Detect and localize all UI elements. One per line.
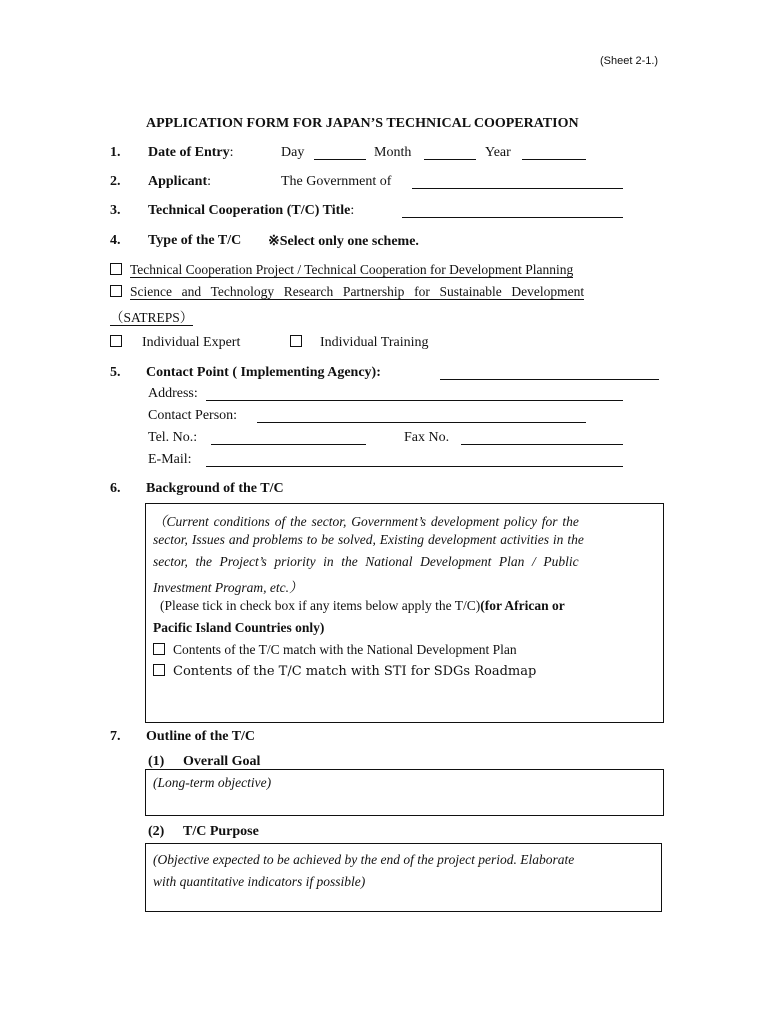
tc-purpose-number: (2)	[148, 824, 165, 839]
tc-purpose-instruction-2: with quantitative indicators if possible)	[153, 874, 366, 889]
checkbox-icon[interactable]	[110, 263, 122, 275]
contact-point-label: Contact Point ( Implementing Agency):	[146, 365, 381, 380]
background-instruction-2: sector, Issues and problems to be solved, Existing development activities in the	[153, 532, 584, 547]
background-instruction-1: （Current conditions of the sector, Government’s development policy for the	[153, 514, 579, 529]
overall-goal-label: Overall Goal	[183, 754, 261, 769]
day-label: Day	[281, 145, 305, 160]
email-label: E-Mail:	[148, 452, 192, 467]
tc-title-label: Technical Cooperation (T/C) Title:	[148, 203, 355, 218]
overall-goal-instruction: (Long-term objective)	[153, 775, 272, 790]
section-5-number: 5.	[110, 365, 121, 380]
option-satreps-line2: （SATREPS）	[110, 310, 194, 325]
sheet-label: (Sheet 2-1.)	[600, 55, 659, 67]
option-individual-expert[interactable]: Individual Expert	[110, 335, 240, 351]
checkbox-icon[interactable]	[153, 664, 165, 676]
date-of-entry-label: Date of Entry:	[148, 145, 234, 160]
tc-type-label: Type of the T/C	[148, 233, 242, 248]
check-national-plan[interactable]: Contents of the T/C match with the National Development Plan	[153, 642, 517, 658]
select-one-note: ※Select only one scheme.	[268, 234, 419, 249]
month-label: Month	[374, 145, 412, 160]
year-label: Year	[485, 145, 511, 160]
checkbox-icon[interactable]	[290, 335, 302, 347]
year-field[interactable]	[522, 159, 586, 160]
month-field[interactable]	[424, 159, 476, 160]
checkbox-icon[interactable]	[110, 335, 122, 347]
government-of-label: The Government of	[281, 174, 392, 189]
option-individual-training[interactable]: Individual Training	[290, 335, 429, 351]
fax-field[interactable]	[461, 444, 623, 445]
applicant-field[interactable]	[412, 188, 623, 189]
tc-purpose-label: T/C Purpose	[183, 824, 259, 839]
background-instruction-3: sector, the Project’s priority in the National Development Plan / Public	[153, 554, 579, 569]
section-1-number: 1.	[110, 145, 121, 160]
section-4-number: 4.	[110, 233, 121, 248]
section-2-number: 2.	[110, 174, 121, 189]
option-tc-project[interactable]: Technical Cooperation Project / Technical Cooperation for Development Planning	[110, 262, 573, 278]
contact-point-field[interactable]	[440, 379, 659, 380]
checkbox-icon[interactable]	[153, 643, 165, 655]
contact-person-label: Contact Person:	[148, 408, 238, 423]
background-instruction-4: Investment Program, etc.）	[153, 580, 303, 595]
option-satreps[interactable]: Science and Technology Research Partnership for Sustainable Development	[110, 284, 659, 300]
checkbox-icon[interactable]	[110, 285, 122, 297]
applicant-label: Applicant:	[148, 174, 212, 189]
overall-goal-number: (1)	[148, 754, 165, 769]
tick-instruction: (Please tick in check box if any items below apply the T/C)(for African or	[160, 598, 565, 613]
check-sti-roadmap[interactable]: Contents of the T/C match with STI for SDGs Roadmap	[153, 664, 536, 679]
tc-title-field[interactable]	[402, 217, 623, 218]
contact-person-field[interactable]	[257, 422, 586, 423]
tel-label: Tel. No.:	[148, 430, 198, 445]
section-3-number: 3.	[110, 203, 121, 218]
email-field[interactable]	[206, 466, 623, 467]
outline-label: Outline of the T/C	[146, 729, 256, 744]
fax-label: Fax No.	[404, 430, 450, 445]
tc-purpose-instruction-1: (Objective expected to be achieved by the end of the project period. Elaborate	[153, 852, 575, 867]
day-field[interactable]	[314, 159, 366, 160]
form-title: APPLICATION FORM FOR JAPAN’S TECHNICAL COOPERATION	[146, 116, 579, 131]
section-6-number: 6.	[110, 481, 121, 496]
tel-field[interactable]	[211, 444, 366, 445]
address-label: Address:	[148, 386, 198, 401]
address-field[interactable]	[206, 400, 623, 401]
tick-instruction-2: Pacific Island Countries only)	[153, 620, 325, 635]
background-label: Background of the T/C	[146, 481, 284, 496]
section-7-number: 7.	[110, 729, 121, 744]
